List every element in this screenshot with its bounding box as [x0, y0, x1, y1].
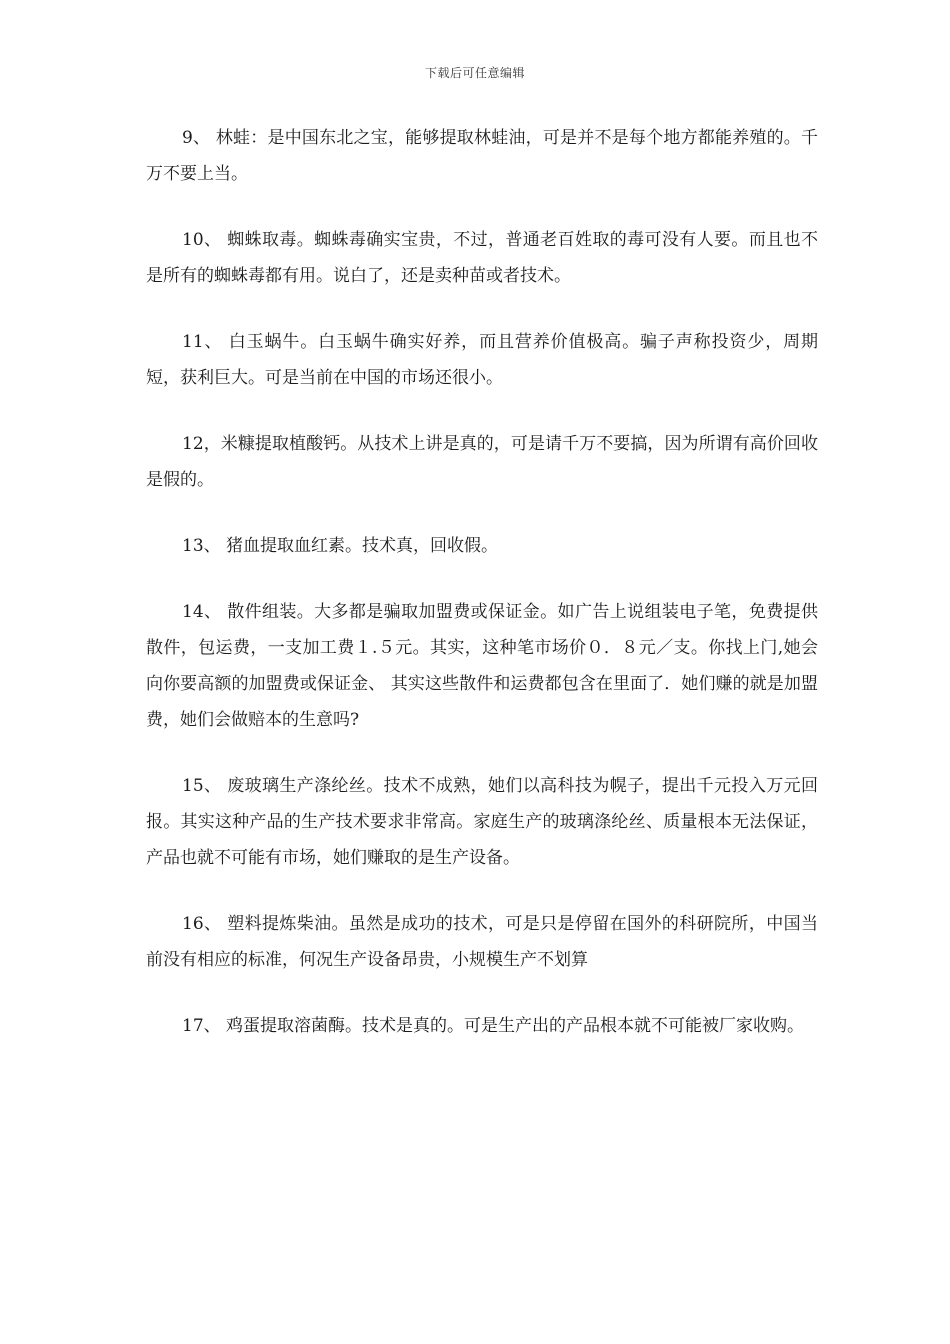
paragraph-item-17: 17、 鸡蛋提取溶菌酶。技术是真的。可是生产出的产品根本就不可能被厂家收购。: [182, 1016, 805, 1036]
page-header: 下载后可任意编辑: [424, 66, 525, 80]
paragraph-item-9: 9、 林蛙：是中国东北之宝，能够提取林蛙油，可是并不是每个地方都能养殖的。千万不要上当。: [146, 128, 818, 184]
paragraph-item-14: 14、 散件组装。大多都是骗取加盟费或保证金。如广告上说组装电子笔，免费提供散件，包运费，一支加工费１.５元。其实，这种笔市场价０．８元／支。你找上门,她会向你要高额的加盟费或保证金、 其实这些散件和运费都包含在里面了．她们赚的就是加盟费，她们会做赔本的生意吗?: [146, 602, 818, 730]
paragraph-item-16: 16、 塑料提炼柴油。虽然是成功的技术，可是只是停留在国外的科研院所，中国当前没有相应的标准，何况生产设备昂贵，小规模生产不划算: [146, 914, 818, 970]
document-body: [146, 120, 818, 1074]
paragraph-item-13: 13、 猪血提取血红素。技术真，回收假。: [182, 536, 499, 556]
paragraph-item-11: 11、 白玉蜗牛。白玉蜗牛确实好养，而且营养价值极高。骗子声称投资少，周期短，获利巨大。可是当前在中国的市场还很小。: [146, 332, 818, 388]
paragraph-item-12: 12，米糠提取植酸钙。从技术上讲是真的，可是请千万不要搞，因为所谓有高价回收是假的。: [146, 434, 818, 490]
paragraph-item-15: 15、 废玻璃生产涤纶丝。技术不成熟，她们以高科技为幌子，提出千元投入万元回报。其实这种产品的生产技术要求非常高。家庭生产的玻璃涤纶丝、质量根本无法保证，产品也就不可能有市场，她们赚取的是生产设备。: [146, 776, 818, 868]
paragraph-item-10: 10、 蜘蛛取毒。蜘蛛毒确实宝贵，不过，普通老百姓取的毒可没有人要。而且也不是所有的蜘蛛毒都有用。说白了，还是卖种苗或者技术。: [146, 230, 818, 286]
